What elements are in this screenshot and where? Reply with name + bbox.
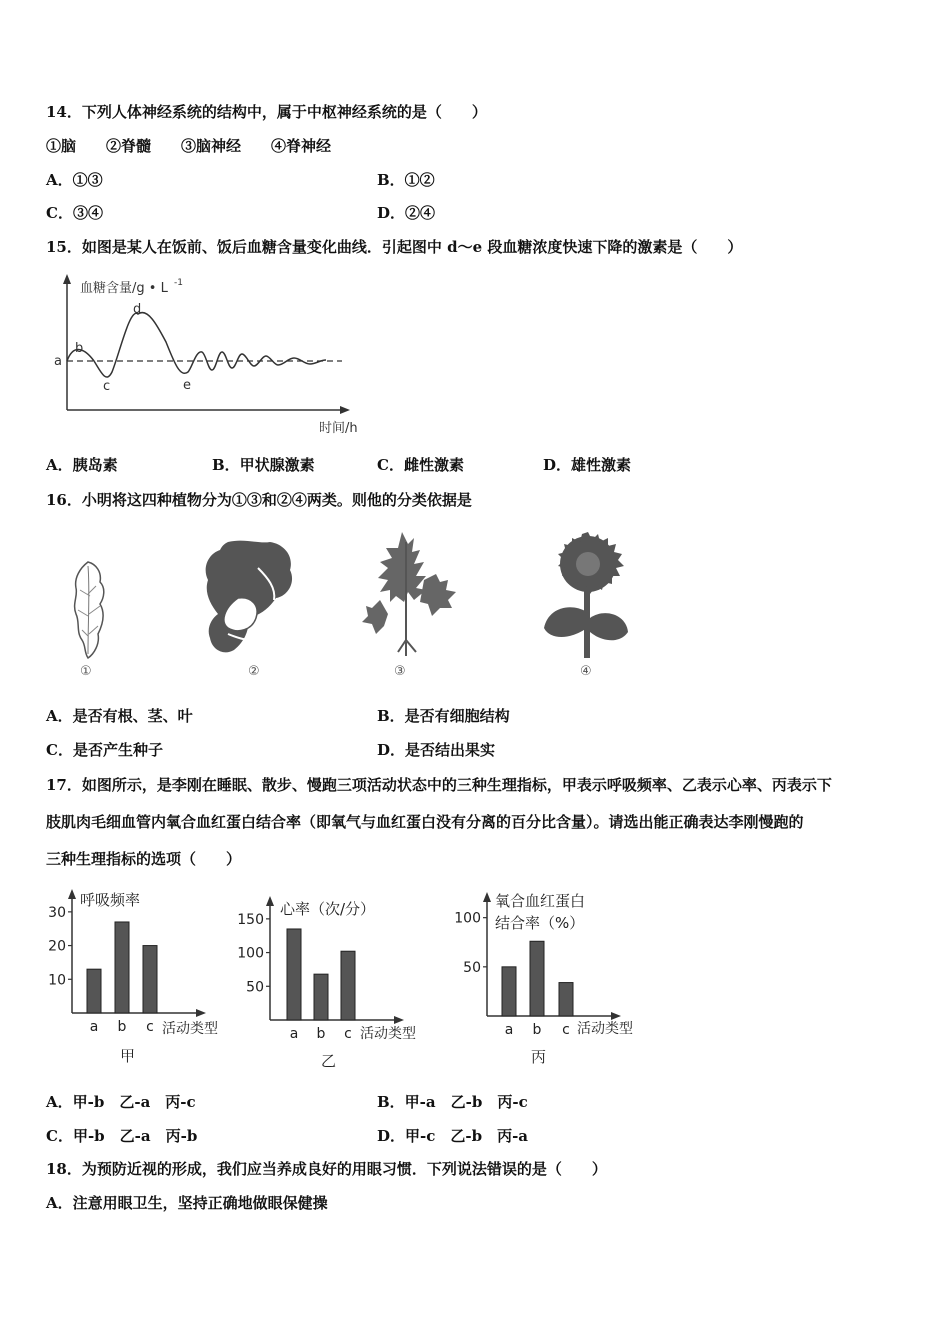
q15-option-a: A．胰岛素 xyxy=(46,456,118,474)
q14-stem: 14．下列人体神经系统的结构中，属于中枢神经系统的是（ ） xyxy=(46,103,487,121)
chart-2-title-line-1: 氧合血红蛋白 xyxy=(495,892,586,910)
q17-option-d: D．甲-c 乙-b 丙-a xyxy=(377,1127,529,1145)
chart-heart-rate xyxy=(228,890,438,1075)
q14-option-a: A．①③ xyxy=(46,171,103,189)
q17-stem-line-3: 三种生理指标的选项（ ） xyxy=(46,850,242,868)
chart-2-xlabel: 活动类型 xyxy=(577,1021,633,1037)
plant-3-label: ③ xyxy=(394,664,406,679)
graph-point-d: d xyxy=(133,302,142,317)
q16-stem: 16．小明将这四种植物分为①③和②④两类。则他的分类依据是 xyxy=(46,491,472,509)
chart-0-xlabel: 活动类型 xyxy=(162,1021,218,1037)
chart-0-category-label: c xyxy=(146,1019,154,1035)
q16-option-b: B．是否有细胞结构 xyxy=(377,707,510,725)
q18-stem: 18．为预防近视的形成，我们应当养成良好的用眼习惯．下列说法错误的是（ ） xyxy=(46,1160,607,1178)
chart-0-bar-b xyxy=(115,922,129,1013)
chart-2-bar-a xyxy=(502,967,516,1016)
plant-4-label: ④ xyxy=(580,664,592,679)
chart-1-xlabel: 活动类型 xyxy=(360,1026,416,1042)
graph-ylabel-sup: -1 xyxy=(174,278,183,288)
chart-1-ytick-label: 50 xyxy=(246,979,264,996)
chart-1-bar-a xyxy=(287,929,301,1020)
q17-option-b: B．甲-a 乙-b 丙-c xyxy=(377,1093,528,1111)
chart-2-title-line-2: 结合率（%） xyxy=(495,914,585,932)
graph-point-e: e xyxy=(183,378,191,393)
q17-stem-line-2: 肢肌肉毛细血管内氧合血红蛋白结合率（即氧气与血红蛋白没有分离的百分比含量）。请选出能正确表达李刚慢跑的 xyxy=(46,813,804,831)
q14-option-d: D．②④ xyxy=(377,204,436,222)
chart-1-category-label: a xyxy=(289,1026,299,1042)
chart-respiration xyxy=(40,885,240,1070)
q16-option-c: C．是否产生种子 xyxy=(46,741,163,759)
q14-option-c: C．③④ xyxy=(46,204,103,222)
chart-1-ytick-label: 150 xyxy=(237,911,264,928)
chart-2-bar-c xyxy=(559,983,573,1016)
chart-0-ytick-label: 30 xyxy=(48,904,66,921)
chart-0-bar-c xyxy=(143,946,157,1013)
q14-option-b: B．①② xyxy=(377,171,435,189)
plant-4-image xyxy=(540,532,640,662)
chart-2-category-label: a xyxy=(504,1022,514,1038)
graph-point-c: c xyxy=(103,379,111,394)
chart-1-category-label: b xyxy=(316,1026,326,1042)
plant-1-label: ① xyxy=(80,664,92,679)
chart-2-ytick-label: 50 xyxy=(463,959,481,976)
chart-1-name: 乙 xyxy=(321,1052,337,1070)
plant-2-image xyxy=(198,538,298,658)
chart-1-title: 心率（次/分） xyxy=(280,900,376,918)
q16-option-d: D．是否结出果实 xyxy=(377,741,496,759)
chart-1-bar-b xyxy=(314,974,328,1020)
chart-1-category-label: c xyxy=(344,1026,352,1042)
chart-0-category-label: b xyxy=(117,1019,127,1035)
chart-0-title: 呼吸频率 xyxy=(80,891,141,909)
q18-option-a: A．注意用眼卫生，坚持正确地做眼保健操 xyxy=(46,1194,328,1212)
chart-0-ytick-label: 10 xyxy=(48,972,66,989)
chart-oxyhemoglobin xyxy=(445,888,655,1073)
q15-option-d: D．雄性激素 xyxy=(543,456,632,474)
q15-option-c: C．雌性激素 xyxy=(377,456,464,474)
plant-1-image xyxy=(66,560,116,660)
chart-1-bar-c xyxy=(341,951,355,1020)
graph-xlabel: 时间/h xyxy=(319,421,358,436)
chart-2-category-label: b xyxy=(532,1022,542,1038)
chart-0-ytick-label: 20 xyxy=(48,938,66,955)
graph-point-a: a xyxy=(54,354,62,369)
chart-1-ytick-label: 100 xyxy=(237,945,264,962)
q17-stem-line-1: 17．如图所示，是李刚在睡眠、散步、慢跑三项活动状态中的三种生理指标，甲表示呼吸频率、乙表示心率、丙表示下 xyxy=(46,776,832,794)
chart-0-category-label: a xyxy=(89,1019,99,1035)
chart-2-name: 丙 xyxy=(531,1048,547,1066)
q16-option-a: A．是否有根、茎、叶 xyxy=(46,707,193,725)
chart-2-bar-b xyxy=(530,941,544,1016)
chart-2-ytick-label: 100 xyxy=(454,910,481,927)
blood-sugar-graph xyxy=(46,272,376,442)
graph-point-b: b xyxy=(75,341,84,356)
q17-option-a: A．甲-b 乙-a 丙-c xyxy=(46,1093,196,1111)
plant-2-label: ② xyxy=(248,664,260,679)
q15-stem: 15．如图是某人在饭前、饭后血糖含量变化曲线．引起图中 d～e 段血糖浓度快速下降的激素是（ ） xyxy=(46,238,743,256)
chart-0-name: 甲 xyxy=(120,1047,136,1065)
chart-0-bar-a xyxy=(87,969,101,1013)
q14-items: ①脑 ②脊髓 ③脑神经 ④脊神经 xyxy=(46,137,332,155)
q17-option-c: C．甲-b 乙-a 丙-b xyxy=(46,1127,198,1145)
chart-2-category-label: c xyxy=(562,1022,570,1038)
plant-3-image xyxy=(362,530,462,660)
q15-option-b: B．甲状腺激素 xyxy=(212,456,315,474)
graph-ylabel: 血糖含量/g • L xyxy=(80,281,168,296)
